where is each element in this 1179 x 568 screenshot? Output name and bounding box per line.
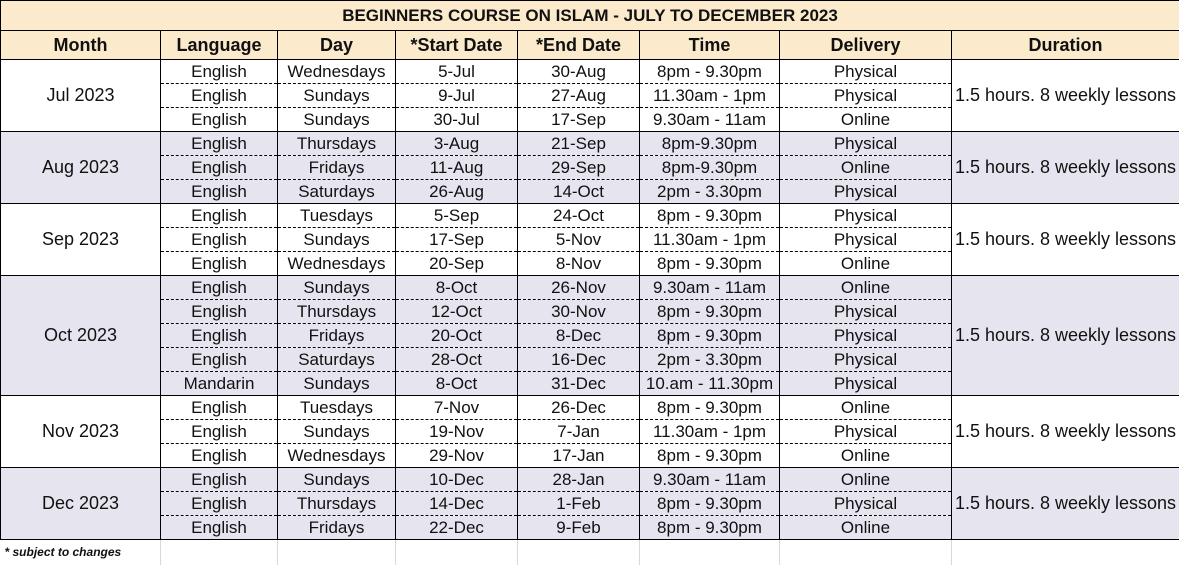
title-row [1, 1, 1179, 31]
header-start-date: *Start Date [396, 31, 518, 60]
start-date-cell: 10-Dec [396, 468, 518, 492]
end-date-cell: 14-Oct [518, 180, 640, 204]
table-row [1, 132, 1179, 156]
end-date-cell: 29-Sep [518, 156, 640, 180]
end-date-cell: 9-Feb [518, 516, 640, 540]
table-title: BEGINNERS COURSE ON ISLAM - JULY TO DECEMBER 2023 [1, 1, 1179, 31]
language-cell: English [161, 324, 278, 348]
month-group [1, 396, 1179, 468]
month-cell: Sep 2023 [1, 204, 161, 276]
end-date-cell: 21-Sep [518, 132, 640, 156]
time-cell: 11.30am - 1pm [640, 84, 780, 108]
time-cell: 8pm-9.30pm [640, 132, 780, 156]
start-date-cell: 20-Sep [396, 252, 518, 276]
start-date-cell: 30-Jul [396, 108, 518, 132]
day-cell: Wednesdays [278, 252, 396, 276]
header-language: Language [161, 31, 278, 60]
start-date-cell: 3-Aug [396, 132, 518, 156]
day-cell: Sundays [278, 228, 396, 252]
language-cell: English [161, 84, 278, 108]
end-date-cell: 8-Nov [518, 252, 640, 276]
duration-cell: 1.5 hours. 8 weekly lessons [952, 468, 1179, 540]
footer-cell [640, 540, 780, 565]
end-date-cell: 31-Dec [518, 372, 640, 396]
header-month: Month [1, 31, 161, 60]
start-date-cell: 26-Aug [396, 180, 518, 204]
time-cell: 9.30am - 11am [640, 468, 780, 492]
table-row [1, 276, 1179, 300]
time-cell: 8pm - 9.30pm [640, 492, 780, 516]
delivery-cell: Online [780, 444, 952, 468]
language-cell: English [161, 516, 278, 540]
day-cell: Sundays [278, 372, 396, 396]
delivery-cell: Physical [780, 372, 952, 396]
language-cell: English [161, 396, 278, 420]
delivery-cell: Physical [780, 60, 952, 84]
end-date-cell: 27-Aug [518, 84, 640, 108]
time-cell: 8pm - 9.30pm [640, 444, 780, 468]
month-cell: Aug 2023 [1, 132, 161, 204]
footer-cell [780, 540, 952, 565]
end-date-cell: 8-Dec [518, 324, 640, 348]
delivery-cell: Physical [780, 300, 952, 324]
footer-cell [396, 540, 518, 565]
end-date-cell: 26-Nov [518, 276, 640, 300]
footnote: * subject to changes [1, 540, 161, 565]
start-date-cell: 20-Oct [396, 324, 518, 348]
header-delivery: Delivery [780, 31, 952, 60]
time-cell: 8pm - 9.30pm [640, 516, 780, 540]
day-cell: Wednesdays [278, 444, 396, 468]
time-cell: 11.30am - 1pm [640, 420, 780, 444]
header-duration: Duration [952, 31, 1179, 60]
duration-cell: 1.5 hours. 8 weekly lessons [952, 60, 1179, 132]
start-date-cell: 29-Nov [396, 444, 518, 468]
footer-cell [278, 540, 396, 565]
day-cell: Fridays [278, 156, 396, 180]
language-cell: English [161, 300, 278, 324]
delivery-cell: Physical [780, 132, 952, 156]
language-cell: English [161, 276, 278, 300]
table-row [1, 468, 1179, 492]
header-end-date: *End Date [518, 31, 640, 60]
time-cell: 9.30am - 11am [640, 108, 780, 132]
end-date-cell: 16-Dec [518, 348, 640, 372]
day-cell: Sundays [278, 420, 396, 444]
day-cell: Sundays [278, 276, 396, 300]
footer-row [1, 540, 1179, 565]
day-cell: Thursdays [278, 300, 396, 324]
month-group [1, 132, 1179, 204]
end-date-cell: 1-Feb [518, 492, 640, 516]
time-cell: 10.am - 11.30pm [640, 372, 780, 396]
language-cell: English [161, 348, 278, 372]
time-cell: 8pm - 9.30pm [640, 204, 780, 228]
delivery-cell: Online [780, 108, 952, 132]
start-date-cell: 28-Oct [396, 348, 518, 372]
delivery-cell: Online [780, 156, 952, 180]
delivery-cell: Physical [780, 324, 952, 348]
start-date-cell: 5-Jul [396, 60, 518, 84]
delivery-cell: Online [780, 468, 952, 492]
month-cell: Nov 2023 [1, 396, 161, 468]
day-cell: Fridays [278, 516, 396, 540]
end-date-cell: 17-Jan [518, 444, 640, 468]
language-cell: English [161, 468, 278, 492]
delivery-cell: Physical [780, 348, 952, 372]
day-cell: Thursdays [278, 492, 396, 516]
day-cell: Saturdays [278, 180, 396, 204]
language-cell: Mandarin [161, 372, 278, 396]
month-cell: Jul 2023 [1, 60, 161, 132]
time-cell: 2pm - 3.30pm [640, 180, 780, 204]
start-date-cell: 12-Oct [396, 300, 518, 324]
duration-cell: 1.5 hours. 8 weekly lessons [952, 276, 1179, 396]
delivery-cell: Physical [780, 84, 952, 108]
month-group [1, 60, 1179, 132]
end-date-cell: 5-Nov [518, 228, 640, 252]
start-date-cell: 8-Oct [396, 372, 518, 396]
language-cell: English [161, 492, 278, 516]
time-cell: 8pm - 9.30pm [640, 396, 780, 420]
language-cell: English [161, 420, 278, 444]
start-date-cell: 11-Aug [396, 156, 518, 180]
day-cell: Saturdays [278, 348, 396, 372]
language-cell: English [161, 204, 278, 228]
delivery-cell: Physical [780, 180, 952, 204]
header-day: Day [278, 31, 396, 60]
end-date-cell: 7-Jan [518, 420, 640, 444]
language-cell: English [161, 60, 278, 84]
end-date-cell: 17-Sep [518, 108, 640, 132]
language-cell: English [161, 252, 278, 276]
table-row [1, 204, 1179, 228]
time-cell: 8pm - 9.30pm [640, 252, 780, 276]
day-cell: Sundays [278, 108, 396, 132]
duration-cell: 1.5 hours. 8 weekly lessons [952, 132, 1179, 204]
start-date-cell: 8-Oct [396, 276, 518, 300]
month-cell: Dec 2023 [1, 468, 161, 540]
time-cell: 2pm - 3.30pm [640, 348, 780, 372]
delivery-cell: Physical [780, 492, 952, 516]
end-date-cell: 26-Dec [518, 396, 640, 420]
language-cell: English [161, 228, 278, 252]
end-date-cell: 28-Jan [518, 468, 640, 492]
start-date-cell: 9-Jul [396, 84, 518, 108]
start-date-cell: 5-Sep [396, 204, 518, 228]
footer-cell [161, 540, 278, 565]
language-cell: English [161, 132, 278, 156]
time-cell: 11.30am - 1pm [640, 228, 780, 252]
time-cell: 8pm-9.30pm [640, 156, 780, 180]
header-time: Time [640, 31, 780, 60]
duration-cell: 1.5 hours. 8 weekly lessons [952, 396, 1179, 468]
end-date-cell: 30-Aug [518, 60, 640, 84]
month-group [1, 468, 1179, 540]
month-cell: Oct 2023 [1, 276, 161, 396]
end-date-cell: 24-Oct [518, 204, 640, 228]
day-cell: Wednesdays [278, 60, 396, 84]
time-cell: 8pm - 9.30pm [640, 300, 780, 324]
end-date-cell: 30-Nov [518, 300, 640, 324]
start-date-cell: 7-Nov [396, 396, 518, 420]
delivery-cell: Online [780, 516, 952, 540]
header-row [1, 31, 1179, 60]
time-cell: 8pm - 9.30pm [640, 324, 780, 348]
delivery-cell: Physical [780, 420, 952, 444]
table-row [1, 60, 1179, 84]
delivery-cell: Physical [780, 228, 952, 252]
time-cell: 8pm - 9.30pm [640, 60, 780, 84]
start-date-cell: 14-Dec [396, 492, 518, 516]
start-date-cell: 19-Nov [396, 420, 518, 444]
language-cell: English [161, 444, 278, 468]
day-cell: Thursdays [278, 132, 396, 156]
day-cell: Sundays [278, 468, 396, 492]
footer-cell [518, 540, 640, 565]
time-cell: 9.30am - 11am [640, 276, 780, 300]
day-cell: Tuesdays [278, 396, 396, 420]
delivery-cell: Online [780, 396, 952, 420]
delivery-cell: Online [780, 276, 952, 300]
start-date-cell: 22-Dec [396, 516, 518, 540]
language-cell: English [161, 156, 278, 180]
day-cell: Sundays [278, 84, 396, 108]
start-date-cell: 17-Sep [396, 228, 518, 252]
delivery-cell: Online [780, 252, 952, 276]
footer-cell [952, 540, 1179, 565]
day-cell: Tuesdays [278, 204, 396, 228]
duration-cell: 1.5 hours. 8 weekly lessons [952, 204, 1179, 276]
table-row [1, 396, 1179, 420]
month-group [1, 204, 1179, 276]
language-cell: English [161, 108, 278, 132]
month-group [1, 276, 1179, 396]
delivery-cell: Physical [780, 204, 952, 228]
day-cell: Fridays [278, 324, 396, 348]
language-cell: English [161, 180, 278, 204]
